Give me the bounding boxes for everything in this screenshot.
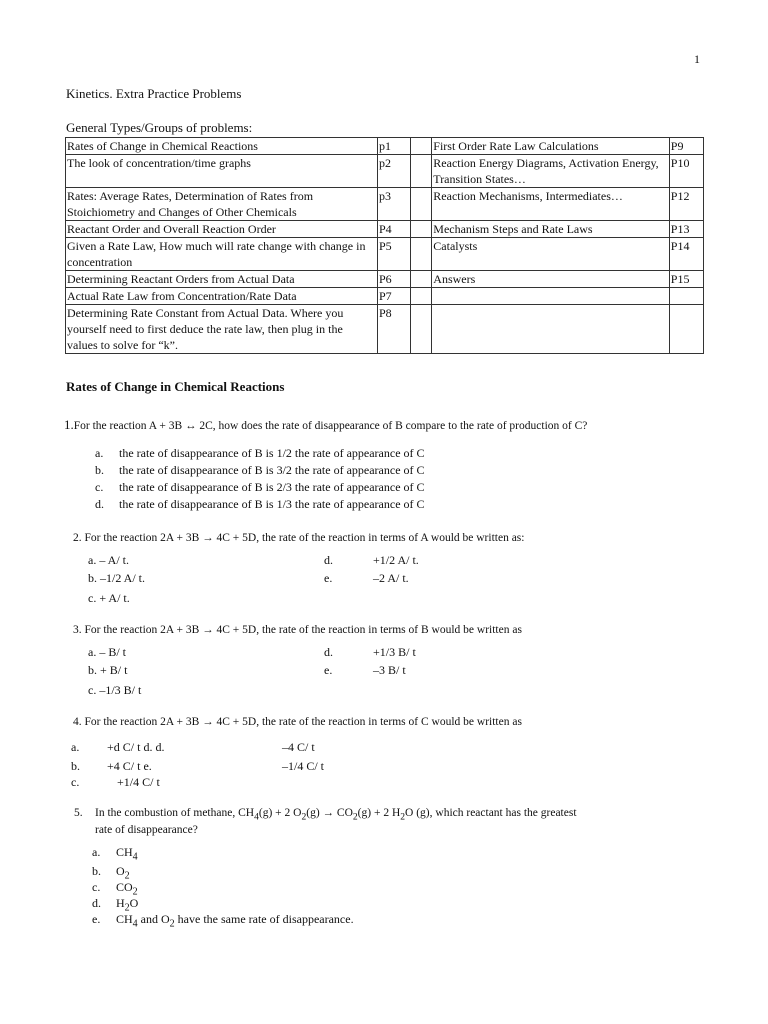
topic-cell: Determining Reactant Orders from Actual Data bbox=[66, 271, 378, 288]
topic-cell: Answers bbox=[432, 271, 669, 288]
spacer-cell bbox=[411, 155, 432, 188]
answer-option: +d C/ t d. d. bbox=[107, 740, 165, 754]
answer-option: a. $CH_4$ bbox=[92, 845, 138, 863]
question-2: 2. For the reaction 2A + 3B → 4C + 5D, the rate of the reaction in terms of A would be written as: bbox=[73, 532, 525, 544]
answer-option: b. + B/ t bbox=[88, 663, 128, 677]
spacer-cell bbox=[411, 221, 432, 238]
page-cell: P15 bbox=[669, 271, 703, 288]
page-cell: P7 bbox=[377, 288, 410, 305]
question-number: 1. bbox=[64, 417, 74, 432]
topic-cell: The look of concentration/time graphs bbox=[66, 155, 378, 188]
page-cell: P5 bbox=[377, 238, 410, 271]
answer-option: +1/3 B/ t bbox=[373, 645, 416, 659]
answer-option bbox=[95, 497, 425, 512]
answer-option: c. –1/3 B/ t bbox=[88, 683, 142, 697]
table-row bbox=[66, 238, 704, 271]
table-row bbox=[66, 138, 704, 155]
page-cell: P8 bbox=[377, 305, 410, 354]
option-letter: d. bbox=[95, 497, 104, 511]
spacer-cell bbox=[411, 288, 432, 305]
option-text: the rate of disappearance of B is 3/2 the rate of appearance of C bbox=[119, 463, 425, 477]
page-cell: P10 bbox=[669, 155, 703, 188]
answer-option: –1/4 C/ t bbox=[282, 759, 325, 773]
contents-table bbox=[65, 137, 704, 354]
page-number: 1 bbox=[694, 52, 700, 66]
answer-option: a. – B/ t bbox=[88, 645, 126, 659]
page-cell: P13 bbox=[669, 221, 703, 238]
spacer-cell bbox=[411, 305, 432, 354]
answer-option: c. $CO_2$ bbox=[92, 880, 138, 898]
page-cell: p1 bbox=[377, 138, 410, 155]
topic-cell: Rates: Average Rates, Determination of Rates from Stoichiometry and Changes of Other Chemicals bbox=[66, 188, 378, 221]
page-cell bbox=[669, 288, 703, 305]
option-letter: b. bbox=[71, 759, 80, 773]
option-letter: d. bbox=[324, 553, 333, 567]
answer-option: a. – A/ t. bbox=[88, 553, 129, 567]
topic-cell: Determining Rate Constant from Actual Data. Where you yourself need to first deduce the rate law, then plug in the values to solve for “k”. bbox=[66, 305, 378, 354]
answer-option: +1/4 C/ t bbox=[117, 775, 160, 789]
topic-cell: First Order Rate Law Calculations bbox=[432, 138, 669, 155]
spacer-cell bbox=[411, 188, 432, 221]
subtitle: General Types/Groups of problems: bbox=[66, 120, 253, 135]
option-text: the rate of disappearance of B is 1/2 the rate of appearance of C bbox=[119, 446, 425, 460]
page-cell: p3 bbox=[377, 188, 410, 221]
section-heading: Rates of Change in Chemical Reactions bbox=[66, 379, 285, 394]
answer-option: d. $H_2O$ bbox=[92, 896, 139, 914]
answer-option: –2 A/ t. bbox=[373, 571, 409, 585]
option-letter: a. bbox=[95, 446, 104, 460]
table-row bbox=[66, 221, 704, 238]
option-letter: b. bbox=[95, 463, 104, 477]
page-cell: P6 bbox=[377, 271, 410, 288]
page-cell: P9 bbox=[669, 138, 703, 155]
answer-option bbox=[95, 463, 425, 478]
table-row bbox=[66, 288, 704, 305]
page-cell: P14 bbox=[669, 238, 703, 271]
table-row bbox=[66, 188, 704, 221]
option-letter: d. bbox=[324, 645, 333, 659]
answer-option: e. $CH_4$ and $O_2$ have the same rate of disappearance. bbox=[92, 912, 354, 930]
option-letter: a. bbox=[71, 740, 80, 754]
option-text: the rate of disappearance of B is 1/3 the rate of appearance of C bbox=[119, 497, 425, 511]
answer-option bbox=[95, 480, 425, 495]
page-cell bbox=[669, 305, 703, 354]
question-3: 3. For the reaction 2A + 3B → 4C + 5D, the rate of the reaction in terms of B would be written as bbox=[73, 624, 522, 636]
option-text: the rate of disappearance of B is 2/3 the rate of appearance of C bbox=[119, 480, 425, 494]
topic-cell: Catalysts bbox=[432, 238, 669, 271]
page-cell: P4 bbox=[377, 221, 410, 238]
topic-cell: Mechanism Steps and Rate Laws bbox=[432, 221, 669, 238]
topic-cell bbox=[432, 305, 669, 354]
topic-cell: Reactant Order and Overall Reaction Order bbox=[66, 221, 378, 238]
spacer-cell bbox=[411, 138, 432, 155]
option-letter: c. bbox=[95, 480, 104, 494]
page-title: Kinetics. Extra Practice Problems bbox=[66, 86, 242, 101]
table-row bbox=[66, 305, 704, 354]
answer-option bbox=[95, 446, 425, 461]
question-1 bbox=[64, 417, 587, 433]
table-row bbox=[66, 155, 704, 188]
spacer-cell bbox=[411, 271, 432, 288]
topic-cell bbox=[432, 288, 669, 305]
question-text: For the reaction A + 3B ↔ 2C, how does the rate of disappearance of B compare to the rate of production of C? bbox=[73, 420, 588, 432]
spacer-cell bbox=[411, 238, 432, 271]
option-letter: e. bbox=[324, 571, 333, 585]
answer-option: –4 C/ t bbox=[282, 740, 315, 754]
question-5: In the combustion of methane, $CH_4(g) + 2$ $O_2(g) \to CO_2(g) + 2$ $H_2O$ (g), which reactant has the greatest bbox=[95, 807, 577, 823]
answer-option: c. + A/ t. bbox=[88, 591, 130, 605]
answer-option: b. $O_2$ bbox=[92, 864, 130, 882]
topic-cell: Given a Rate Law, How much will rate change with change in concentration bbox=[66, 238, 378, 271]
answer-option: +4 C/ t e. bbox=[107, 759, 152, 773]
answer-option: +1/2 A/ t. bbox=[373, 553, 419, 567]
page-cell: p2 bbox=[377, 155, 410, 188]
option-letter: c. bbox=[71, 775, 80, 789]
page-cell: P12 bbox=[669, 188, 703, 221]
topic-cell: Reaction Mechanisms, Intermediates… bbox=[432, 188, 669, 221]
table-row bbox=[66, 271, 704, 288]
answer-option: b. –1/2 A/ t. bbox=[88, 571, 146, 585]
question-5-continued: rate of disappearance? bbox=[95, 824, 198, 836]
option-letter: e. bbox=[324, 663, 333, 677]
answer-option: –3 B/ t bbox=[373, 663, 406, 677]
topic-cell: Rates of Change in Chemical Reactions bbox=[66, 138, 378, 155]
question-4: 4. For the reaction 2A + 3B → 4C + 5D, the rate of the reaction in terms of C would be written as bbox=[73, 716, 522, 728]
question-5-number: 5. bbox=[74, 807, 83, 819]
topic-cell: Actual Rate Law from Concentration/Rate Data bbox=[66, 288, 378, 305]
topic-cell: Reaction Energy Diagrams, Activation Energy, Transition States… bbox=[432, 155, 669, 188]
